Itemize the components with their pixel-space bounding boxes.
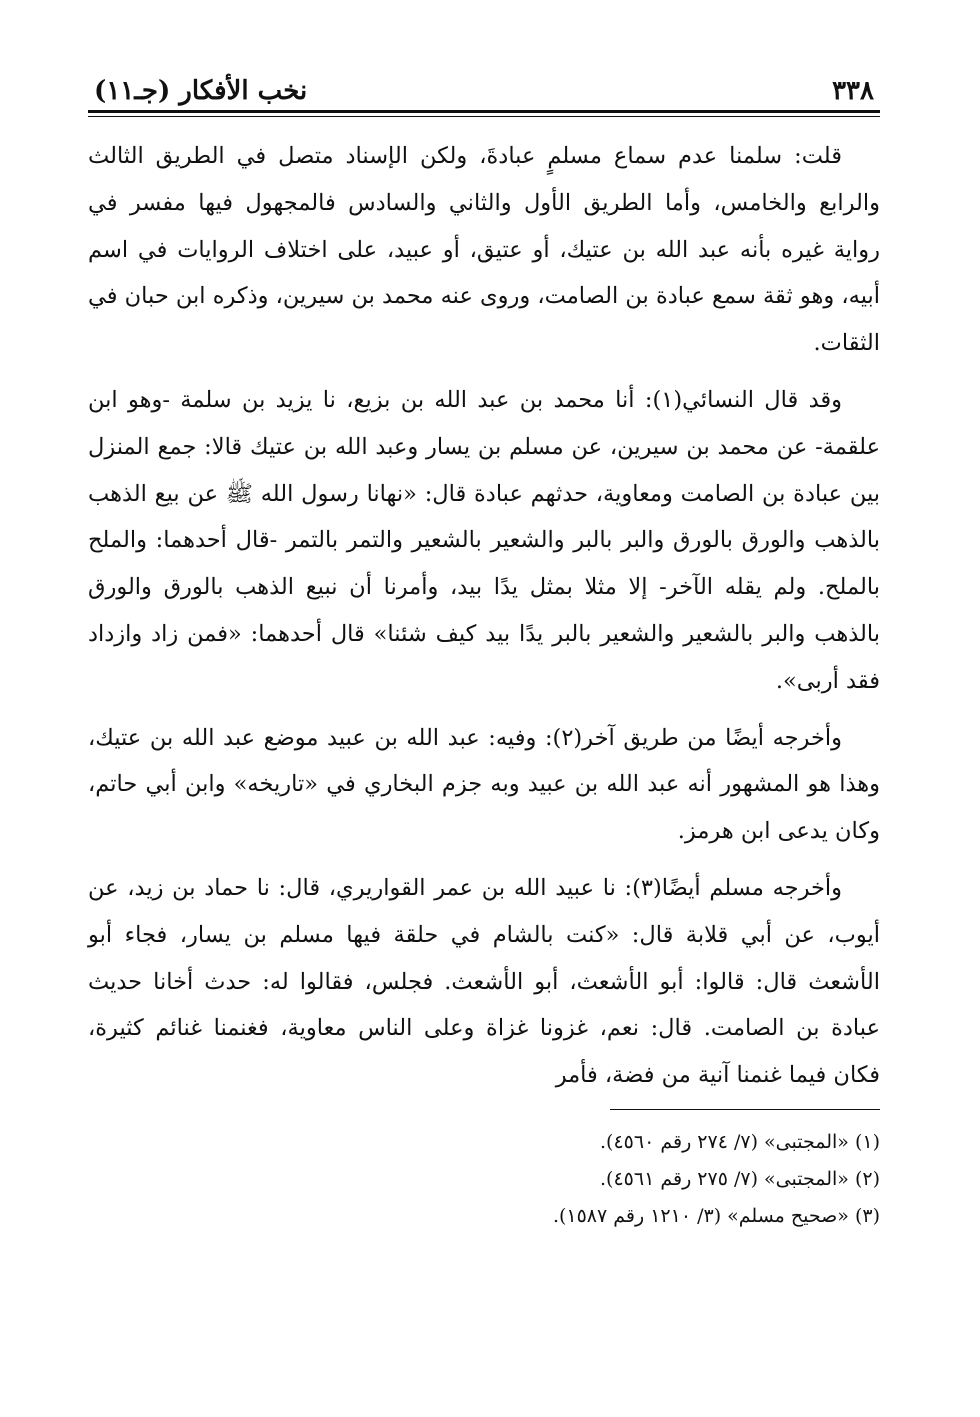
running-title: نخب الأفكار (جـ١١) [94,76,308,106]
paragraph: قلت: سلمنا عدم سماع مسلمٍ عبادةَ، ولكن الإسناد متصل في الطريق الثالث والرابع والخامس، وأما الطريق الأول والثاني والسادس فالمجهول فيها مفسر في رواية غيره بأنه عبد الله بن عتيك، أو عتيق، أو عبيد، على اختلاف الروايات في اسم أبيه، وهو ثقة سمع عبادة بن الصامت، وروى عنه محمد بن سيرين، وذكره ابن حبان في الثقات. [88,143,880,357]
footnote: (١) «المجتبى» (٧/ ٢٧٤ رقم ٤٥٦٠). [600,1130,880,1153]
header-rule-thin [88,116,880,117]
main-text [88,133,880,1099]
page-header [88,62,880,106]
paragraph: وأخرجه مسلم أيضًا(٣): نا عبيد الله بن عمر القواريري، قال: نا حماد بن زيد، عن أيوب، عن أبي قلابة قال: «كنت بالشام في حلقة فيها مسلم بن يسار، فجاء أبو الأشعث قال: قالوا: أبو الأشعث، أبو الأشعث. فجلس، فقالوا له: حدث أخانا حديث عبادة بن الصامت. قال: نعم، غزونا غزاة وعلى الناس معاوية، فغنمنا غنائم كثيرة، فكان فيما غنمنا آنية من فضة، فأمر [88,874,880,1089]
footnote: (٢) «المجتبى» (٧/ ٢٧٥ رقم ٤٥٦١). [600,1167,880,1190]
footnote: (٣) «صحيح مسلم» (٣/ ١٢١٠ رقم ١٥٨٧). [552,1204,880,1227]
footnotes [88,1124,880,1235]
page-number: ٣٣٨ [832,76,874,106]
paragraph: وأخرجه أيضًا من طريق آخر(٢): وفيه: عبد الله بن عبيد موضع عبد الله بن عتيك، وهذا هو المشهور أنه عبد الله بن عبيد وبه جزم البخاري في «تاريخه» وابن أبي حاتم، وكان يدعى ابن هرمز. [88,724,880,845]
book-page [88,62,880,1235]
header-rule-thick [88,110,880,113]
paragraph: وقد قال النسائي(١): أنا محمد بن عبد الله بن بزيع، نا يزيد بن سلمة -وهو ابن علقمة- عن محمد بن سيرين، عن مسلم بن يسار وعبد الله بن عتيك قالا: جمع المنزل بين عبادة بن الصامت ومعاوية، حدثهم عبادة قال: «نهانا رسول الله ﷺ عن بيع الذهب بالذهب والورق بالورق والبر بالبر والشعير بالشعير والتمر بالتمر -قال أحدهما: والملح بالملح. ولم يقله الآخر- إلا مثلا بمثل يدًا بيد، وأمرنا أن نبيع الذهب بالورق والورق بالذهب والبر بالشعير والشعير بالبر يدًا بيد كيف شئنا» قال أحدهما: «فمن زاد وازداد فقد أربى». [88,386,880,694]
footnote-separator [610,1109,880,1110]
